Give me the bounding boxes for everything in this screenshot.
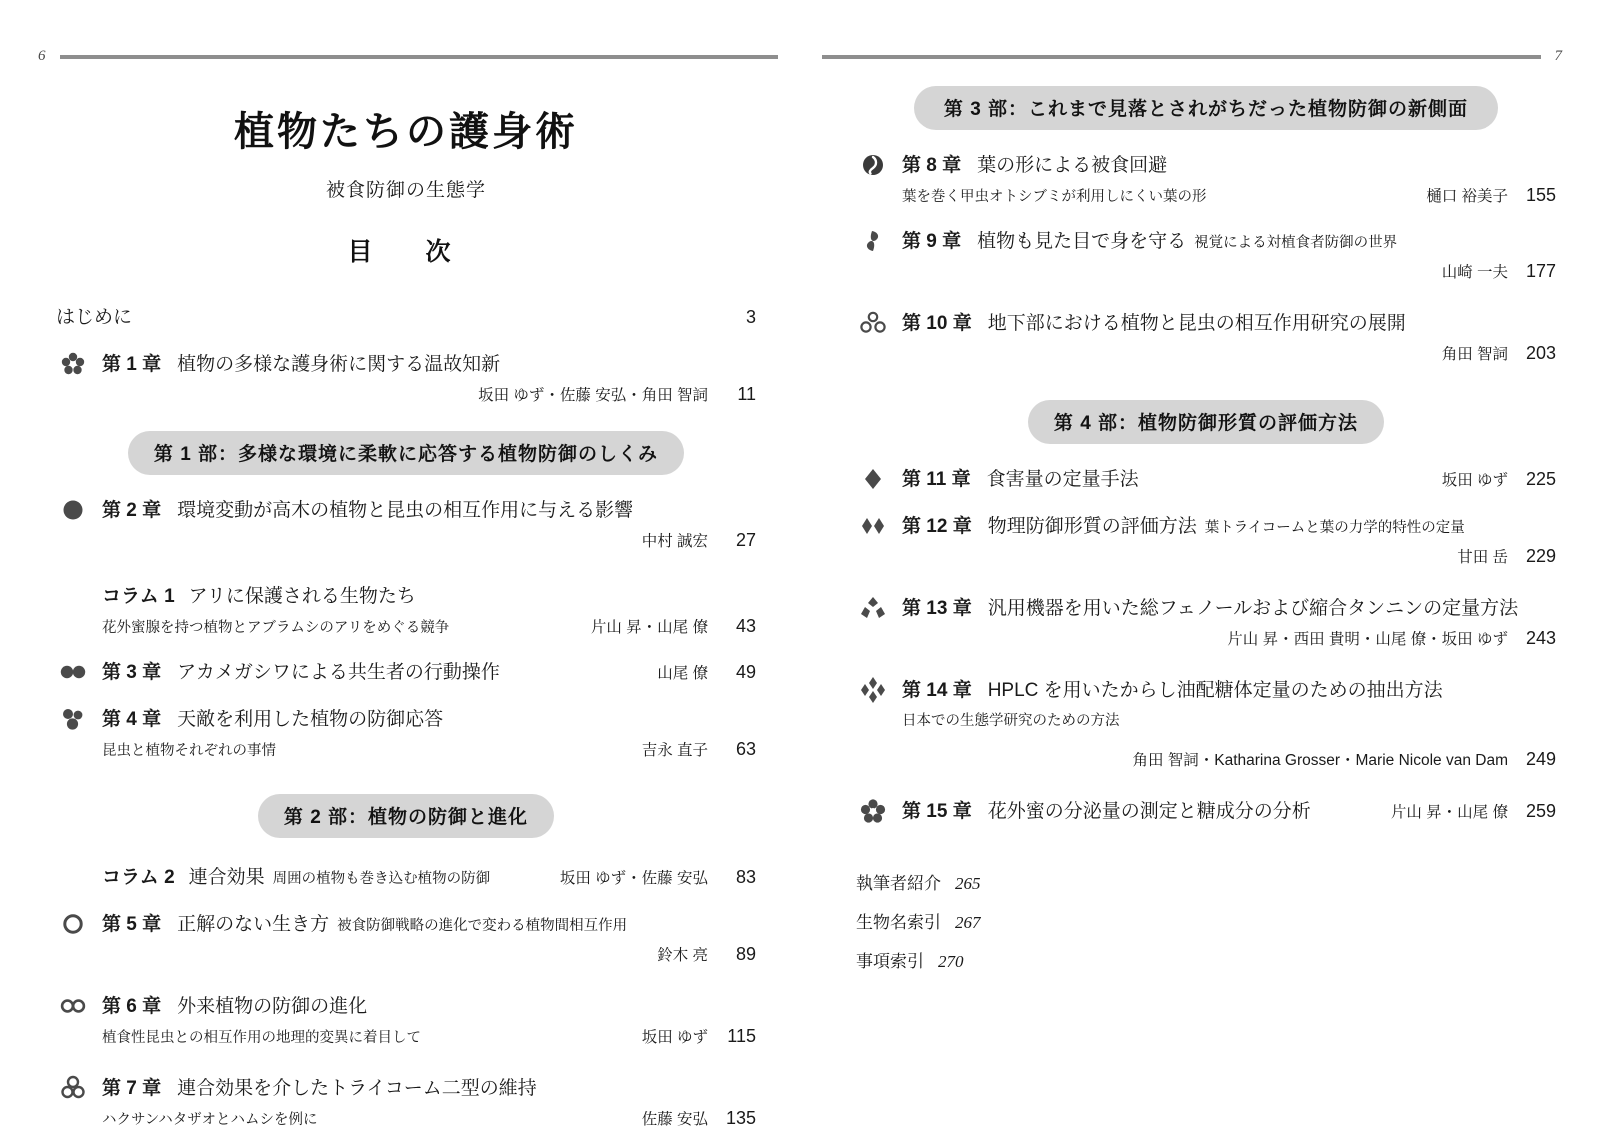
flower-icon (56, 350, 90, 378)
toc-entry-chapter-15[interactable] (856, 796, 1556, 823)
chapter-subtitle: 植食性昆虫との相互作用の地理的変異に着目して (102, 1030, 421, 1046)
back-matter-row[interactable] (856, 908, 1556, 933)
part-band-1-label: 第 1 部：多様な環境に柔軟に応答する植物防御のしくみ (128, 431, 684, 475)
toc-entry-chapter-5[interactable] (56, 909, 756, 965)
chapter-authors: 坂田 ゆず (641, 1029, 708, 1046)
part-band-4 (856, 400, 1556, 444)
toc-entry-chapter-11[interactable] (856, 464, 1556, 491)
chapter-page: 259 (1525, 801, 1556, 821)
chapter-title: アカメガシワによる共生者の行動操作 (177, 662, 500, 683)
chapter-title: 花外蜜の分泌量の測定と糖成分の分析 (987, 801, 1311, 822)
column-authors: 坂田 ゆず・佐藤 安弘 (559, 870, 708, 887)
chapter-title: 植物の多様な護身術に関する温故知新 (177, 354, 501, 375)
left-column (56, 86, 756, 1129)
preface-label: はじめに (56, 307, 133, 328)
infinity-icon (56, 992, 90, 1020)
part-band-4-label: 第 4 部：植物防御形質の評価方法 (1028, 400, 1384, 444)
chapter-authors: 中村 誠宏 (641, 533, 708, 550)
chapter-number: 第 14 章 (902, 680, 972, 701)
back-matter-label: 執筆者紹介 (856, 874, 941, 893)
rule-left (60, 55, 779, 59)
chapter-authors: 片山 昇・山尾 僚 (1390, 804, 1508, 821)
chapter-title: 外来植物の防御の進化 (177, 996, 368, 1017)
chapter-number: 第 8 章 (902, 155, 962, 176)
column-page: 43 (735, 616, 756, 636)
leaf-roll-icon (856, 151, 890, 179)
chapter-authors: 甘田 岳 (1457, 549, 1508, 566)
chapter-page: 229 (1525, 546, 1556, 566)
column-authors: 片山 昇・山尾 僚 (590, 619, 708, 636)
toc-heading: 目 次 (347, 238, 465, 266)
chapter-title: 植物も見た目で身を守る (977, 231, 1187, 252)
column-page: 83 (735, 867, 756, 887)
chapter-title: 汎用機器を用いた総フェノールおよび縮合タンニンの定量方法 (987, 598, 1519, 619)
two-circles-icon (56, 658, 90, 686)
rule-right (822, 55, 1541, 59)
toc-entry-chapter-2[interactable] (56, 495, 756, 551)
diamond-filled-icon (856, 465, 890, 493)
back-matter-label: 事項索引 (856, 952, 924, 971)
chapter-page: 49 (735, 662, 756, 682)
circle-outline-icon (56, 910, 90, 938)
chapter-page: 243 (1525, 628, 1556, 648)
chapter-page: 27 (735, 530, 756, 550)
toc-entry-chapter-4[interactable] (56, 704, 756, 760)
chapter-title: 物理防御形質の評価方法 (987, 516, 1197, 537)
back-matter-page: 265 (955, 874, 981, 893)
back-matter (856, 869, 1556, 972)
preface-entry[interactable] (56, 302, 756, 329)
right-column (856, 86, 1556, 972)
chapter-number: 第 7 章 (102, 1078, 162, 1099)
chapter-number: 第 6 章 (102, 996, 162, 1017)
chapter-authors: 吉永 直子 (641, 742, 708, 759)
chapter-page: 115 (727, 1026, 756, 1046)
chapter-authors: 坂田 ゆず・佐藤 安弘・角田 智詞 (478, 387, 708, 404)
chapter-title: HPLC を用いたからし油配糖体定量のための抽出方法 (987, 680, 1443, 701)
root-nodes-icon (856, 309, 890, 337)
chapter-page: 135 (725, 1108, 756, 1128)
chapter-subtitle: 葉トライコームと葉の力学的特性の定量 (1204, 520, 1465, 536)
chapter-page: 203 (1525, 343, 1556, 363)
chapter-number: 第 4 章 (102, 709, 162, 730)
chapter-number: 第 15 章 (902, 801, 972, 822)
toc-entry-chapter-9[interactable] (856, 226, 1556, 282)
chapter-authors: 山崎 一夫 (1441, 264, 1508, 281)
running-head-left (38, 48, 778, 65)
chapter-authors: 山尾 僚 (657, 665, 708, 682)
chapter-title: 正解のない生き方 (177, 914, 330, 935)
chapter-title: 連合効果を介したトライコーム二型の維持 (177, 1078, 537, 1099)
three-lobes-icon (56, 705, 90, 733)
column-number: コラム 2 (102, 867, 175, 888)
toc-entry-chapter-6[interactable] (56, 991, 756, 1047)
folio-left: 6 (38, 48, 46, 64)
chapter-number: 第 10 章 (902, 313, 972, 334)
chapter-page: 177 (1525, 261, 1556, 281)
toc-entry-chapter-10[interactable] (856, 308, 1556, 364)
flower-five-petals-icon (856, 797, 890, 825)
chapter-authors: 坂田 ゆず (1441, 472, 1508, 489)
toc-entry-chapter-8[interactable] (856, 150, 1556, 206)
chapter-number: 第 9 章 (902, 231, 962, 252)
part-band-2 (56, 794, 756, 838)
back-matter-row[interactable] (856, 947, 1556, 972)
back-matter-label: 生物名索引 (856, 913, 941, 932)
chapter-subtitle: 日本での生態学研究のための方法 (902, 713, 1120, 729)
chapter-number: 第 2 章 (102, 500, 162, 521)
part-band-2-label: 第 2 部：植物の防御と進化 (258, 794, 554, 838)
chapter-page: 225 (1525, 469, 1556, 489)
preface-page: 3 (745, 307, 756, 327)
chapter-title: 地下部における植物と昆虫の相互作用研究の展開 (987, 313, 1406, 334)
chapter-number: 第 3 章 (102, 662, 162, 683)
part-band-3-label: 第 3 部：これまで見落とされがちだった植物防御の新側面 (914, 86, 1498, 130)
back-matter-page: 267 (955, 913, 981, 932)
chapter-authors: 樋口 裕美子 (1426, 188, 1508, 205)
chapter-authors: 角田 智詞 (1441, 346, 1508, 363)
toc-entry-column-2[interactable] (56, 862, 756, 889)
folio-right: 7 (1554, 48, 1562, 64)
toc-entry-chapter-7[interactable] (56, 1073, 756, 1129)
toc-entry-chapter-13[interactable] (856, 593, 1556, 649)
column-subtitle: 花外蜜腺を持つ植物とアブラムシのアリをめぐる競争 (102, 620, 450, 636)
chapter-number: 第 11 章 (902, 469, 971, 490)
toc-entry-column-1[interactable] (56, 581, 756, 637)
chapter-page: 249 (1525, 749, 1556, 769)
book-title: 植物たちの護身術 (234, 110, 578, 154)
toc-entry-chapter-3[interactable] (56, 657, 756, 684)
chapter-subtitle: 視覚による対植食者防御の世界 (1194, 235, 1398, 251)
toc-entry-chapter-1[interactable] (56, 349, 756, 405)
trefoil-rings-icon (56, 1074, 90, 1102)
four-diamonds-icon (856, 676, 890, 704)
chapter-number: 第 5 章 (102, 914, 162, 935)
chapter-subtitle: ハクサンハタザオとハムシを例に (102, 1112, 318, 1128)
column-title: アリに保護される生物たち (188, 586, 416, 607)
chapter-number: 第 12 章 (902, 516, 972, 537)
chapter-authors: 片山 昇・西田 貴明・山尾 僚・坂田 ゆず (1227, 631, 1508, 648)
chapter-page: 11 (737, 384, 756, 404)
chapter-title: 天敵を利用した植物の防御応答 (177, 709, 444, 730)
toc-entry-chapter-14[interactable] (856, 675, 1556, 770)
chapter-subtitle: 被食防御戦略の進化で変わる植物間相互作用 (337, 918, 628, 934)
toc-entry-chapter-12[interactable] (856, 511, 1556, 567)
three-petals-icon (856, 594, 890, 622)
part-band-1 (56, 431, 756, 475)
chapter-number: 第 1 章 (102, 354, 162, 375)
running-head-right (822, 48, 1562, 65)
two-leaves-icon (856, 227, 890, 255)
chapter-title: 食害量の定量手法 (986, 469, 1139, 490)
back-matter-row[interactable] (856, 869, 1556, 894)
chapter-page: 155 (1525, 185, 1556, 205)
chapter-authors: 角田 智詞・Katharina Grosser・Marie Nicole van Dam (1132, 752, 1508, 769)
column-subtitle: 周囲の植物も巻き込む植物の防御 (272, 871, 491, 887)
chapter-page: 63 (735, 739, 756, 759)
chapter-page: 89 (735, 944, 756, 964)
chapter-subtitle: 昆虫と植物それぞれの事情 (102, 743, 276, 759)
column-title: 連合効果 (188, 867, 265, 888)
chapter-authors: 鈴木 亮 (657, 947, 708, 964)
chapter-number: 第 13 章 (902, 598, 972, 619)
two-diamonds-icon (856, 512, 890, 540)
chapter-authors: 佐藤 安弘 (641, 1111, 708, 1128)
circle-filled-icon (56, 496, 90, 524)
part-band-3 (856, 86, 1556, 130)
book-subtitle: 被食防御の生態学 (325, 180, 486, 201)
chapter-title: 葉の形による被食回避 (977, 155, 1168, 176)
column-number: コラム 1 (102, 586, 175, 607)
chapter-title: 環境変動が高木の植物と昆虫の相互作用に与える影響 (177, 500, 634, 521)
back-matter-page: 270 (938, 952, 964, 971)
chapter-subtitle: 葉を巻く甲虫オトシブミが利用しにくい葉の形 (902, 189, 1207, 205)
